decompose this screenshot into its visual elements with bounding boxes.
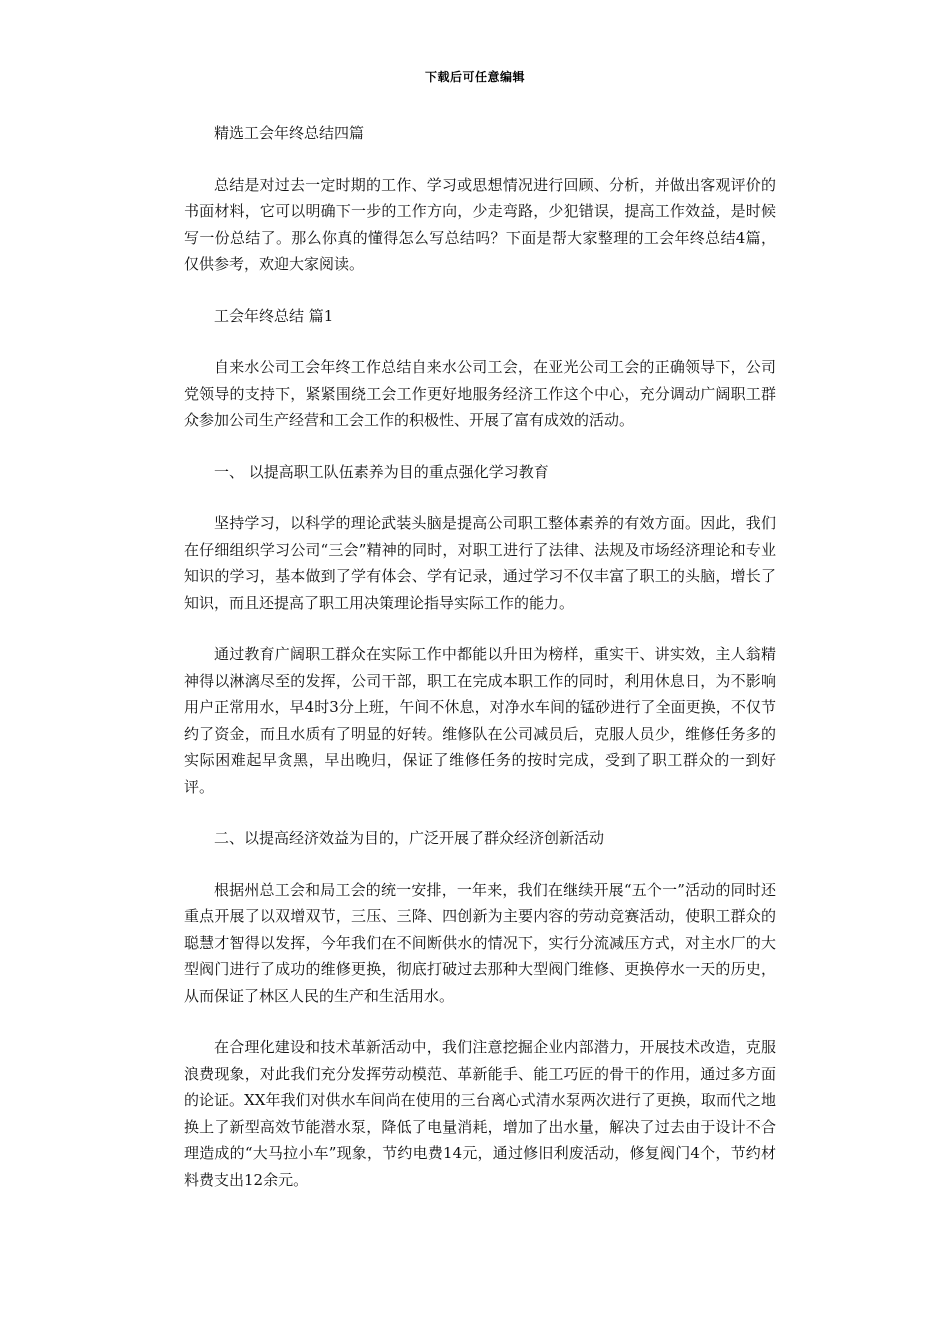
section-title: 工会年终总结 篇1 bbox=[214, 306, 334, 325]
paragraph-4: 根据州总工会和局工会的统一安排，一年来，我们在继续开展“五个一”活动的同时还重点开展了以双增双节，三压、三降、四创新为主要内容的劳动竞赛活动，使职工群众的聪慧才智得以发挥，今年我们在不间断供水的情况下，实行分流减压方式，对主水厂的大型阀门进行了成功的维修更换，彻底打破过去那种大型阀门维修、更换停水一天的历史，从而保证了林区人民的生产和生活用水。 bbox=[184, 880, 776, 1005]
document-body bbox=[184, 120, 776, 1218]
paragraph-1: 自来水公司工会年终工作总结自来水公司工会，在亚光公司工会的正确领导下，公司党领导的支持下，紧紧围绕工会工作更好地服务经济工作这个中心，充分调动广阔职工群众参加公司生产经营和工会工作的积极性、开展了富有成效的活动。 bbox=[184, 358, 776, 429]
intro-paragraph: 总结是对过去一定时期的工作、学习或思想情况进行回顾、分析，并做出客观评价的书面材料，它可以明确下一步的工作方向，少走弯路，少犯错误，提高工作效益，是时候写一份总结了。那么你真的懂得怎么写总结吗？下面是帮大家整理的工会年终总结4篇，仅供参考，欢迎大家阅读。 bbox=[184, 175, 776, 273]
document-title: 精选工会年终总结四篇 bbox=[214, 124, 365, 142]
paragraph-2: 坚持学习，以科学的理论武装头脑是提高公司职工整体素养的有效方面。因此，我们在仔细组织学习公司“三会”精神的同时，对职工进行了法律、法规及市场经济理论和专业知识的学习，基本做到了学有体会、学有记录，通过学习不仅丰富了职工的头脑，增长了知识，而且还提高了职工用决策理论指导实际工作的能力。 bbox=[184, 514, 776, 612]
subheading-2: 二、以提高经济效益为目的，广泛开展了群众经济创新活动 bbox=[214, 829, 605, 847]
paragraph-3: 通过教育广阔职工群众在实际工作中都能以升田为榜样，重实干、讲实效，主人翁精神得以淋漓尽至的发挥，公司干部，职工在完成本职工作的同时，利用休息日，为不影响用户正常用水，早4时3分上班，午间不休息，对净水车间的锰砂进行了全面更换，不仅节约了资金，而且水质有了明显的好转。维修队在公司减员后，克服人员少，维修任务多的实际困难起早贪黑，早出晚归，保证了维修任务的按时完成，受到了职工群众的一到好评。 bbox=[184, 645, 776, 796]
paragraph-5: 在合理化建设和技术革新活动中，我们注意挖掘企业内部潜力，开展技术改造，克服浪费现象，对此我们充分发挥劳动模范、革新能手、能工巧匠的骨干的作用，通过多方面的论证。XX年我们对供水车间尚在使用的三台离心式清水泵两次进行了更换，取而代之地换上了新型高效节能潜水泵，降低了电量消耗，增加了出水量，解决了过去由于设计不合理造成的“大马拉小车”现象，节约电费14元，通过修旧利废活动，修复阀门4个，节约材料费支出12余元。 bbox=[184, 1038, 776, 1189]
download-note: 下载后可任意编辑 bbox=[424, 70, 525, 84]
subheading-1: 一、 以提高职工队伍素养为目的重点强化学习教育 bbox=[214, 462, 549, 481]
